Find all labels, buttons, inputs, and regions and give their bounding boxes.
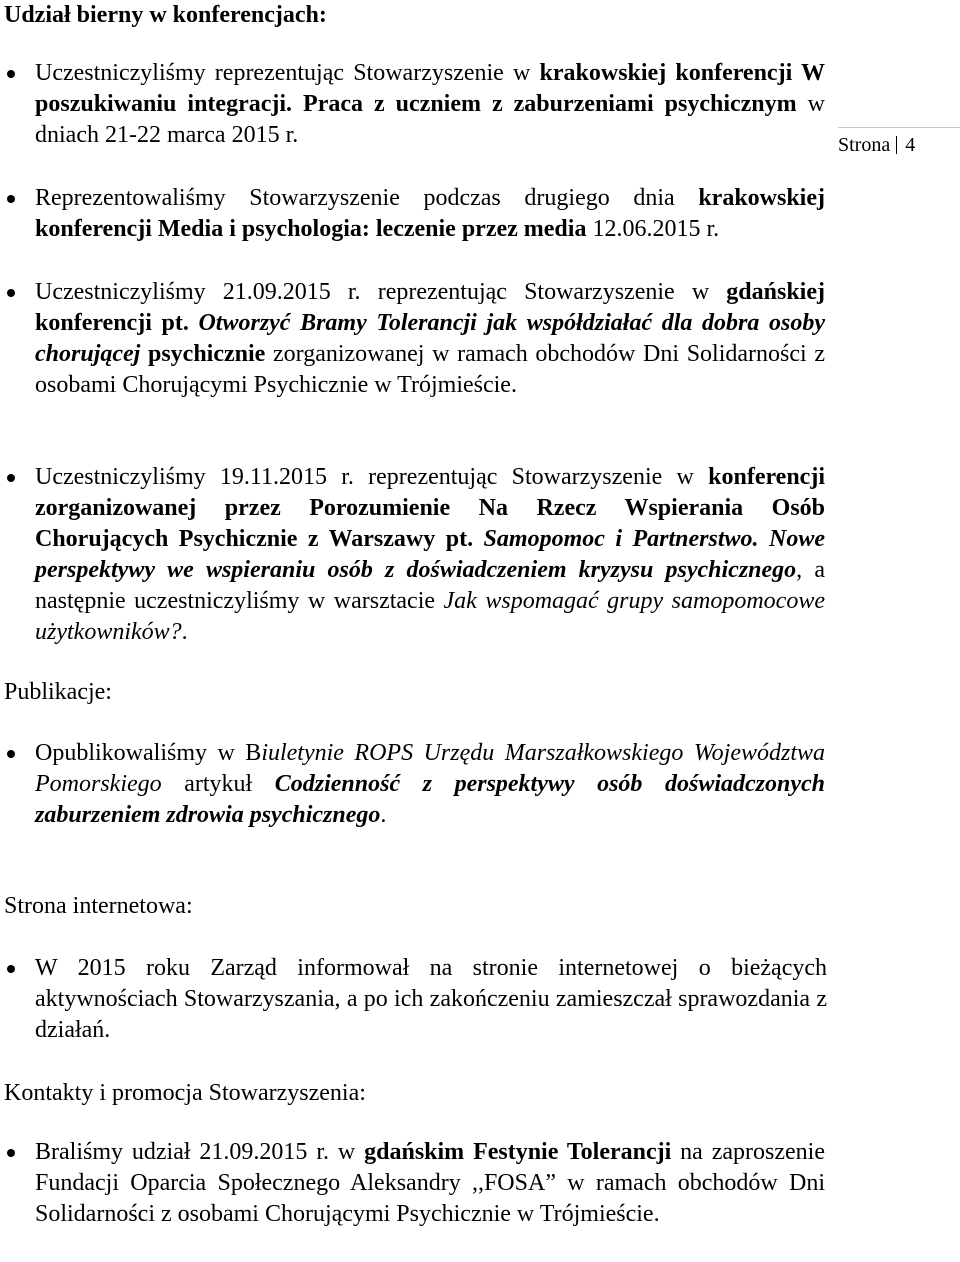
item-text: Uczestniczyliśmy 19.11.2015 r. reprezentując Stowarzyszenie w [35, 464, 709, 490]
heading-website: Strona internetowa: [4, 893, 193, 919]
item-text: 12.06.2015 r. [586, 216, 720, 242]
page-number [838, 131, 960, 159]
item-text-bold: psychicznie [140, 341, 266, 367]
item-text-bold-italic: Codzienność z perspektywy osób doświadczonych zaburzeniem zdrowia psychicznego [35, 771, 826, 828]
item-text: zorganizowanej w ramach obchodów Dni Solidarności z osobami Chorującymi Psychicznie w Trójmieście. [35, 341, 826, 398]
list-item-festival [35, 1137, 825, 1230]
item-text-bold-italic: Otworzyć Bramy Tolerancji jak współdziałać dla dobra osoby chorującej [35, 310, 825, 367]
item-text: artykuł [161, 771, 275, 797]
list-item-conference-gdansk [35, 277, 825, 401]
item-text: w dniach 21-22 marca 2015 r. [35, 91, 825, 148]
page-number-rule [838, 127, 960, 128]
item-text: Opublikowaliśmy w B [35, 740, 262, 766]
bullet-icon [7, 1149, 15, 1157]
page-number-label: Strona [838, 134, 891, 156]
item-text-bold: gdańskim Festynie Tolerancji [364, 1139, 672, 1165]
item-text: . [181, 619, 188, 645]
item-text-bold: krakowskiej konferencji Media i psychologia: leczenie przez media [35, 185, 825, 242]
list-item-website [35, 953, 827, 1046]
bullet-icon [7, 70, 15, 78]
item-text-italic: iuletynie ROPS Urzędu Marszałkowskiego Województwa Pomorskiego [35, 740, 825, 797]
item-text: Braliśmy udział 21.09.2015 r. w [35, 1139, 365, 1165]
item-text: Uczestniczyliśmy reprezentując Stowarzyszenie w [35, 60, 540, 86]
page-number-separator [896, 136, 897, 154]
list-item-conference-krakow-media [35, 183, 825, 245]
item-text: Uczestniczyliśmy 21.09.2015 r. reprezentując Stowarzyszenie w [35, 279, 727, 305]
item-text-bold: gdańskiej konferencji pt. [35, 279, 825, 336]
heading-contacts-promotion: Kontakty i promocja Stowarzyszenia: [4, 1080, 366, 1106]
list-item-publication [35, 738, 825, 831]
item-text-bold: krakowskiej konferencji W poszukiwaniu integracji. Praca z uczniem z zaburzeniami psychicznym [35, 60, 825, 117]
item-text-bold: konferencji zorganizowanej przez Porozumienie Na Rzecz Wspierania Osób Chorujących Psychicznie z Warszawy pt. [35, 464, 825, 552]
item-text-bold-italic: Samopomoc i Partnerstwo. Nowe perspektywy we wspieraniu osób z doświadczeniem kryzysu psychicznego [35, 526, 825, 583]
item-text: na zaproszenie Fundacji Oparcia Społecznego Aleksandry ,,FOSA” w ramach obchodów Dni Solidarności z osobami Chorującymi Psychicznie w Trójmieście. [35, 1139, 825, 1227]
item-text: W 2015 roku Zarząd informował na stronie internetowej o bieżących aktywnościach Stowarzyszania, a po ich zakończeniu zamieszczał sprawozdania z działań. [35, 955, 827, 1043]
bullet-icon [7, 195, 15, 203]
bullet-icon [7, 750, 15, 758]
item-text: Reprezentowaliśmy Stowarzyszenie podczas drugiego dnia [35, 185, 699, 211]
item-text-italic: Jak wspomagać grupy samopomocowe użytkowników? [35, 588, 825, 645]
bullet-icon [7, 289, 15, 297]
item-text: , a następnie uczestniczyliśmy w warsztacie [35, 557, 825, 614]
bullet-icon [7, 965, 15, 973]
list-item-conference-krakow-integration [35, 58, 825, 151]
heading-passive-participation: Udział bierny w konferencjach: [4, 2, 327, 28]
list-item-conference-warsaw [35, 462, 825, 648]
page-number-value: 4 [905, 134, 916, 156]
bullet-icon [7, 474, 15, 482]
item-text: . [380, 802, 387, 828]
heading-publications: Publikacje: [4, 679, 112, 705]
